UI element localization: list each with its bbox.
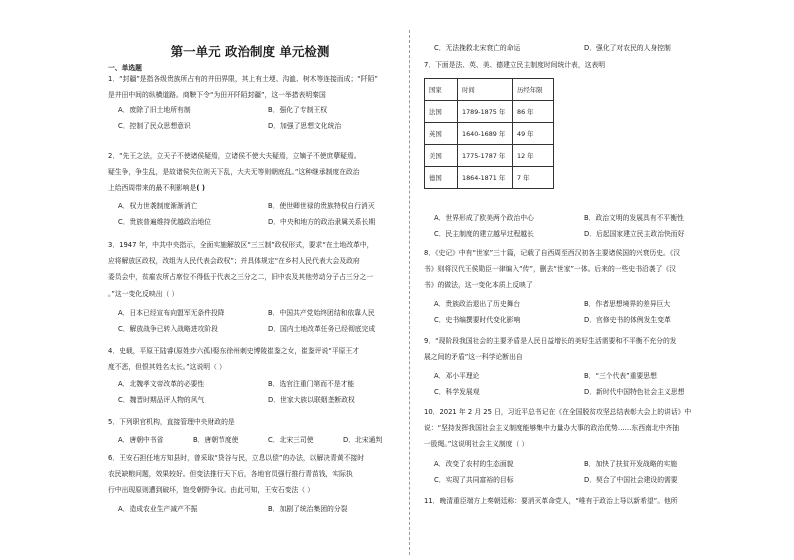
option[interactable]: B．强化了专制王权 (268, 106, 328, 114)
left-column (100, 0, 400, 560)
table-cell: 美国 (425, 145, 458, 167)
question-11: 11．晚清重臣端方上奏朝廷称：要消灭革命党人，“唯有于政治上导以新希望”。他所 (424, 497, 678, 505)
question-10: 10．2021 年 2 月 25 日，习近平总书记在《在全国脱贫攻坚总结表彰大会上的讲话》中 说：“坚持发挥我国社会主义制度能够集中力量办大事的政治优势……东西南北中齐抽 一股绳。”这说明社会主义制度（ ） (424, 408, 692, 449)
option[interactable]: C．魏晋时期品评人物的风气 (118, 396, 205, 404)
question-4: 4．史载，平原王陆睿(原姓步六孤)娶东徐州刺史博陵崔鉴之女，崔鉴评说“平原王才 度不恶，但恨其姓名太长。”这说明（ ） (108, 347, 360, 372)
answer-blank: ( ) (196, 184, 205, 193)
option[interactable]: A．贵族政治退出了历史舞台 (434, 300, 521, 308)
option[interactable]: D．加强了思想文化统治 (268, 122, 342, 130)
option[interactable]: C．无法挽救北宋衰亡的命运 (434, 44, 521, 52)
option[interactable]: C．贵族普遍维持优越政治地位 (118, 218, 212, 226)
page-title: 第一单元 政治制度 单元检测 (170, 44, 330, 59)
option[interactable]: B．中国共产党始终团结和依靠人民 (268, 309, 375, 317)
table-header-cell: 历经年限 (513, 79, 554, 101)
right-column-lower (420, 0, 720, 560)
option[interactable]: A．日本已经宣布向盟军无条件投降 (118, 309, 225, 317)
question-8: 8．《史记》中有“世家”三十篇，记载了自西周至西汉初各主要诸侯国的兴衰历史。《汉 书》则将汉代王侯勋臣一律编入“传”，删去“世家”一体。后来的一些史书沿袭了《汉 书》的做法，这一变化本质上反映了 (424, 249, 681, 290)
table-header-cell: 时间 (458, 79, 513, 101)
question-3: 3．1947 年，中共中央指示，全面实施解放区“三三制”政权形式，要求“在土地改革中， 应将解放区政权，改组为人民代表会政权”；并具体规定“在乡村人民代表大会及政府 委员会中，贫雇农所占席位不得低于代表之三分之二，旧中农及其他劳动分子占三分之一 。”这一变化反映出（ ） (108, 241, 374, 298)
table-cell: 1640-1689 年 (458, 123, 513, 145)
question-1: 1．“封疆”是指各级贵族所占有的井田界限，其上有土埂、沟洫、树木等连接而成；“阡陌” 是井田中间的纵横道路。商鞅下令“为田开阡陌封疆”，这一举措表明秦国 (108, 75, 378, 100)
option[interactable]: B．“三个代表”重要思想 (584, 372, 657, 380)
option[interactable]: A．唐朝中书省 (118, 436, 164, 444)
option[interactable]: D．北宋通判 (343, 436, 383, 444)
option[interactable]: C．民主制度的建立越早过程越长 (434, 230, 534, 238)
option[interactable]: D．强化了对农民的人身控制 (584, 44, 671, 52)
table-cell: 12 年 (513, 145, 554, 167)
table-header-cell: 国家 (425, 79, 458, 101)
option[interactable]: C．史书编撰要时代变化影响 (434, 316, 521, 324)
question-6: 6．王安石担任地方知县时，曾采取“贷谷与民，立息以偿”的办法，以解决青黄不接时 农民缺粮问题，效果较好。但变法推行天下后，各地官员强行推行青苗钱，实际执 行中出现原则遭到破坏，饱受朝野争议。由此可知，王安石变法（ ） (108, 454, 365, 495)
option[interactable]: B．使世卿世禄的贵族特权自行消灭 (268, 202, 375, 210)
option[interactable]: D．中央和地方的政治隶属关系长期 (268, 218, 376, 226)
option[interactable]: B．唐朝节度使 (193, 436, 239, 444)
option[interactable]: D．后起国家建立民主政治快而好 (584, 230, 685, 238)
table-cell: 49 年 (513, 123, 554, 145)
question-9: 9．“现阶段我国社会的主要矛盾是人民日益增长的美好生活需要和不平衡不充分的发 展之间的矛盾”这一科学论断出自 (424, 337, 677, 362)
option[interactable]: A．造成农业生产减产不振 (118, 505, 198, 513)
option[interactable]: A．北魏孝文帝改革的必要性 (118, 380, 205, 388)
option[interactable]: A．邓小平理论 (434, 372, 480, 380)
table-cell: 1864-1871 年 (458, 167, 513, 189)
option[interactable]: A．权力世袭制度渐渐消亡 (118, 202, 198, 210)
option[interactable]: C．实现了共同富裕的目标 (434, 476, 514, 484)
option[interactable]: B．加快了扶贫开发战略的实施 (584, 460, 678, 468)
table-cell: 1775-1787 年 (458, 145, 513, 167)
question-2: 2．“先王之法，立天子不使诸侯疑焉，立诸侯不使大夫疑焉，立嫡子不使庶孽疑焉。 疑生争，争生乱，是故诸侯失位则天下乱，大夫无等则朝庭乱。”这种继承制度在政治 上给西周带来的最不利影响是( ) (108, 152, 361, 193)
table-cell: 法国 (425, 101, 458, 123)
option[interactable]: D．官修史书的体例发生变革 (584, 316, 671, 324)
option[interactable]: C．控制了民众思想意识 (118, 122, 191, 130)
option[interactable]: C．北宋三司使 (268, 436, 314, 444)
option[interactable]: D．契合了中国社会建设的需要 (584, 476, 678, 484)
option[interactable]: D．新时代中国特色社会主义思想 (584, 388, 685, 396)
option[interactable]: D．世家大族以联姻垄断政权 (268, 396, 355, 404)
option[interactable]: D．国内土地改革任务已经彻底完成 (268, 325, 376, 333)
table-cell: 1789-1875 年 (458, 101, 513, 123)
table-cell: 英国 (425, 123, 458, 145)
option[interactable]: B．作者思想境界的差异巨大 (584, 300, 671, 308)
option[interactable]: B．选官注重门第而不是才能 (268, 380, 355, 388)
option[interactable]: A．改变了农村的生态面貌 (434, 460, 514, 468)
question-7: 7．下面是法、英、美、德建立民主制度时间统计表，这表明 (424, 61, 606, 69)
table-cell: 86 年 (513, 101, 554, 123)
option[interactable]: A．世界形成了欧美两个政治中心 (434, 214, 534, 222)
table-cell: 德国 (425, 167, 458, 189)
option[interactable]: B．加剧了统治集团的分裂 (268, 505, 348, 513)
option[interactable]: C．解放战争已转入战略进攻阶段 (118, 325, 218, 333)
option[interactable]: A．废除了旧土地所有制 (118, 106, 191, 114)
table-cell: 7 年 (513, 167, 554, 189)
option[interactable]: B．政治文明的发展具有不平衡性 (584, 214, 684, 222)
question-5: 5．下列职官机构，直接管理中央财政的是 (108, 418, 235, 426)
option[interactable]: C．科学发展观 (434, 388, 480, 396)
section-heading: 一、单选题 (108, 64, 142, 72)
column-divider (409, 30, 410, 555)
